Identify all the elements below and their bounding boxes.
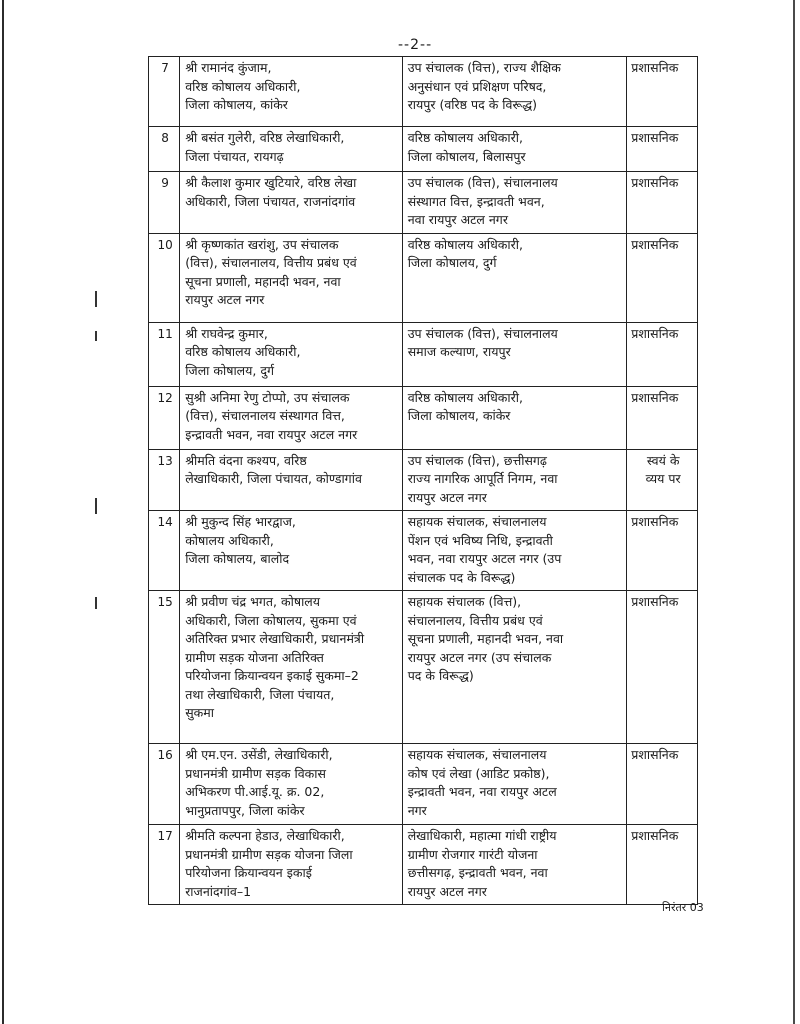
remark-line: प्रशासनिक: [631, 389, 679, 405]
new-posting-line: जिला कोषालय, दुर्ग: [407, 255, 497, 270]
officer-name-line: इन्द्रावती भवन, नवा रायपुर अटल नगर: [185, 426, 358, 442]
serial-number-cell: [149, 511, 180, 591]
officer-name-line: परियोजना क्रियान्वयन इकाई: [185, 865, 312, 880]
remark-cell: [627, 591, 698, 744]
new-posting-line: उप संचालक (वित्त), संचालनालय: [407, 325, 558, 341]
new-posting-line: वरिष्ठ कोषालय अधिकारी,: [407, 130, 523, 145]
officer-name-line: वरिष्ठ कोषालय अधिकारी,: [185, 344, 301, 359]
serial-number-cell: [149, 57, 180, 127]
margin-punch-mark: [95, 597, 97, 609]
officer-name-cell: [180, 825, 403, 905]
new-posting-line: भवन, नवा रायपुर अटल नगर (उप: [407, 551, 562, 566]
table-row: [149, 172, 698, 234]
officer-name-line: सुश्री अनिमा रेणु टोप्पो, उप संचालक: [185, 389, 350, 405]
officer-name-line: श्री कैलाश कुमार खुटियारे, वरिष्ठ लेखा: [185, 175, 357, 190]
table-row: [149, 233, 698, 322]
officer-name-line: अतिरिक्त प्रभार लेखाधिकारी, प्रधानमंत्री: [185, 631, 365, 646]
new-posting-cell: [402, 172, 627, 234]
table-row: [149, 127, 698, 172]
table-row: [149, 57, 698, 127]
officer-name-line: (वित्त), संचालनालय संस्थागत वित्त,: [185, 408, 345, 423]
table-row: [149, 511, 698, 591]
serial-number-cell: [149, 825, 180, 905]
table-row: [149, 591, 698, 744]
remark-line: प्रशासनिक: [631, 130, 679, 145]
officer-name-cell: [180, 57, 403, 127]
serial-number: 15: [157, 595, 173, 609]
new-posting-line: उप संचालक (वित्त), छत्तीसगढ़: [407, 452, 547, 468]
margin-punch-mark: [95, 291, 97, 307]
new-posting-line: नवा रायपुर अटल नगर: [407, 212, 508, 227]
scan-right-border: [793, 0, 795, 1024]
serial-number: 10: [157, 237, 173, 252]
officer-name-line: श्री मुकुन्द सिंह भारद्वाज,: [185, 514, 296, 529]
officer-name-line: अधिकारी, जिला पंचायत, राजनांदगांव: [185, 193, 356, 209]
remark-cell: [627, 386, 698, 449]
new-posting-line: सूचना प्रणाली, महानदी भवन, नवा: [407, 631, 564, 646]
new-posting-line: राज्य नागरिक आपूर्ति निगम, नवा: [407, 471, 558, 486]
table-row: [149, 322, 698, 386]
officer-name-cell: [180, 511, 403, 591]
new-posting-line: जिला कोषालय, कांकेर: [407, 408, 511, 423]
new-posting-cell: [402, 591, 627, 744]
serial-number-cell: [149, 386, 180, 449]
new-posting-line: कोष एवं लेखा (आडिट प्रकोष्ठ),: [407, 765, 550, 781]
new-posting-line: नगर: [407, 802, 427, 818]
remark-cell: [627, 233, 698, 322]
officer-name-cell: [180, 172, 403, 234]
officer-name-cell: [180, 386, 403, 449]
table-row: [149, 386, 698, 449]
officer-name-line: श्री कृष्णकांत खरांशु, उप संचालक: [185, 236, 339, 252]
serial-number: 9: [161, 176, 169, 190]
remark-line: प्रशासनिक: [631, 236, 679, 252]
table-row: [149, 744, 698, 825]
new-posting-cell: [402, 233, 627, 322]
new-posting-cell: [402, 511, 627, 591]
officer-name-line: सूचना प्रणाली, महानदी भवन, नवा: [185, 273, 341, 289]
new-posting-line: समाज कल्याण, रायपुर: [407, 344, 511, 359]
officer-name-line: श्री प्रवीण चंद्र भगत, कोषालय: [185, 594, 321, 609]
new-posting-line: रायपुर अटल नगर: [407, 489, 487, 505]
new-posting-line: जिला कोषालय, बिलासपुर: [407, 148, 526, 164]
new-posting-cell: [402, 449, 627, 511]
new-posting-line: अनुसंधान एवं प्रशिक्षण परिषद,: [407, 78, 547, 94]
new-posting-line: संचालनालय, वित्तीय प्रबंध एवं: [407, 612, 543, 628]
officer-name-cell: [180, 449, 403, 511]
remark-cell: [627, 322, 698, 386]
serial-number: 14: [157, 515, 173, 529]
remark-cell: [627, 172, 698, 234]
officer-name-line: जिला कोषालय, बालोद: [185, 551, 290, 566]
serial-number: 12: [157, 390, 173, 405]
officer-name-line: लेखाधिकारी, जिला पंचायत, कोण्डागांव: [185, 471, 362, 486]
margin-punch-mark: [95, 498, 97, 514]
officer-name-line: अधिकारी, जिला कोषालय, सुकमा एवं: [185, 612, 357, 628]
table-row: [149, 449, 698, 511]
serial-number-cell: [149, 744, 180, 825]
officer-name-line: अभिकरण पी.आई.यू. क्र. 02,: [185, 784, 325, 799]
remark-line: प्रशासनिक: [631, 325, 679, 341]
officer-name-cell: [180, 322, 403, 386]
scan-left-border: [2, 0, 4, 1024]
new-posting-line: रायपुर अटल नगर (उप संचालक: [407, 649, 552, 665]
new-posting-line: संचालक पद के विरूद्ध): [407, 569, 516, 585]
officer-name-line: जिला कोषालय, दुर्ग: [185, 362, 275, 378]
remark-cell: [627, 511, 698, 591]
remark-cell: [627, 449, 698, 511]
new-posting-line: रायपुर (वरिष्ठ पद के विरूद्ध): [407, 97, 538, 112]
serial-number-cell: [149, 591, 180, 744]
officer-name-line: श्री रामानंद कुंजाम,: [185, 60, 272, 75]
serial-number: 17: [157, 829, 173, 843]
new-posting-cell: [402, 127, 627, 172]
officer-name-line: तथा लेखाधिकारी, जिला पंचायत,: [185, 686, 335, 702]
new-posting-line: वरिष्ठ कोषालय अधिकारी,: [407, 389, 523, 405]
remark-line: प्रशासनिक: [631, 514, 679, 529]
new-posting-cell: [402, 744, 627, 825]
new-posting-cell: [402, 322, 627, 386]
officer-name-line: कोषालय अधिकारी,: [185, 532, 274, 548]
new-posting-line: उप संचालक (वित्त), राज्य शैक्षिक: [407, 60, 561, 75]
officer-name-line: भानुप्रतापपुर, जिला कांकेर: [185, 802, 305, 818]
officer-name-line: जिला कोषालय, कांकेर: [185, 97, 288, 112]
officer-name-cell: [180, 233, 403, 322]
remark-cell: [627, 57, 698, 127]
transfer-orders-table: [148, 56, 698, 905]
officer-name-line: श्री एम.एन. उसेंडी, लेखाधिकारी,: [185, 747, 333, 762]
new-posting-cell: [402, 825, 627, 905]
new-posting-line: छत्तीसगढ़, इन्द्रावती भवन, नवा: [407, 865, 548, 880]
remark-line: स्वयं के: [646, 452, 680, 468]
remark-cell: [627, 825, 698, 905]
remark-line: प्रशासनिक: [631, 747, 679, 762]
new-posting-line: उप संचालक (वित्त), संचालनालय: [407, 175, 558, 190]
new-posting-line: सहायक संचालक, संचालनालय: [407, 514, 547, 529]
remark-cell: [627, 127, 698, 172]
new-posting-line: लेखाधिकारी, महात्मा गांधी राष्ट्रीय: [407, 828, 557, 843]
serial-number: 7: [161, 61, 169, 75]
serial-number-cell: [149, 127, 180, 172]
continued-note: निरंतर 03: [662, 901, 704, 914]
officer-name-line: श्रीमति कल्पना हेडाउ, लेखाधिकारी,: [185, 828, 345, 843]
remark-line: प्रशासनिक: [631, 175, 679, 190]
new-posting-line: संस्थागत वित्त, इन्द्रावती भवन,: [407, 193, 545, 209]
new-posting-line: पद के विरूद्ध): [407, 668, 474, 683]
remark-cell: [627, 744, 698, 825]
serial-number: 13: [157, 453, 173, 468]
margin-punch-mark: [95, 331, 97, 341]
officer-name-line: राजनांदगांव–1: [185, 883, 252, 899]
serial-number-cell: [149, 322, 180, 386]
new-posting-line: रायपुर अटल नगर: [407, 883, 487, 899]
new-posting-line: सहायक संचालक, संचालनालय: [407, 747, 547, 762]
officer-name-line: प्रधानमंत्री ग्रामीण सड़क योजना जिला: [185, 846, 353, 862]
new-posting-cell: [402, 386, 627, 449]
officer-name-line: (वित्त), संचालनालय, वित्तीय प्रबंध एवं: [185, 255, 357, 270]
page-number: --2--: [398, 37, 433, 53]
serial-number: 11: [157, 326, 173, 341]
remark-line: व्यय पर: [645, 471, 681, 486]
new-posting-line: इन्द्रावती भवन, नवा रायपुर अटल: [407, 784, 557, 799]
officer-name-line: सुकमा: [185, 705, 214, 720]
officer-name-line: रायपुर अटल नगर: [185, 292, 265, 307]
officer-name-line: श्रीमति वंदना कश्यप, वरिष्ठ: [185, 452, 307, 468]
new-posting-cell: [402, 57, 627, 127]
officer-name-line: ग्रामीण सड़क योजना अतिरिक्त: [185, 649, 324, 665]
serial-number-cell: [149, 233, 180, 322]
officer-name-cell: [180, 591, 403, 744]
serial-number-cell: [149, 449, 180, 511]
serial-number: 16: [157, 748, 173, 762]
new-posting-line: ग्रामीण रोजगार गारंटी योजना: [407, 846, 538, 862]
remark-line: प्रशासनिक: [631, 60, 679, 75]
officer-name-line: जिला पंचायत, रायगढ़: [185, 148, 284, 164]
new-posting-line: पेंशन एवं भविष्य निधि, इन्द्रावती: [407, 532, 553, 548]
remark-line: प्रशासनिक: [631, 828, 679, 843]
officer-name-line: प्रधानमंत्री ग्रामीण सड़क विकास: [185, 765, 326, 781]
table-body: [149, 57, 698, 905]
officer-name-cell: [180, 744, 403, 825]
officer-name-line: वरिष्ठ कोषालय अधिकारी,: [185, 78, 301, 94]
remark-line: प्रशासनिक: [631, 594, 679, 609]
officer-name-line: श्री बसंत गुलेरी, वरिष्ठ लेखाधिकारी,: [185, 130, 345, 145]
table-row: [149, 825, 698, 905]
serial-number-cell: [149, 172, 180, 234]
new-posting-line: सहायक संचालक (वित्त),: [407, 594, 522, 609]
new-posting-line: वरिष्ठ कोषालय अधिकारी,: [407, 236, 523, 252]
officer-name-cell: [180, 127, 403, 172]
officer-name-line: परियोजना क्रियान्वयन इकाई सुकमा–2: [185, 668, 359, 683]
serial-number: 8: [161, 131, 169, 145]
officer-name-line: श्री राघवेन्द्र कुमार,: [185, 325, 268, 341]
